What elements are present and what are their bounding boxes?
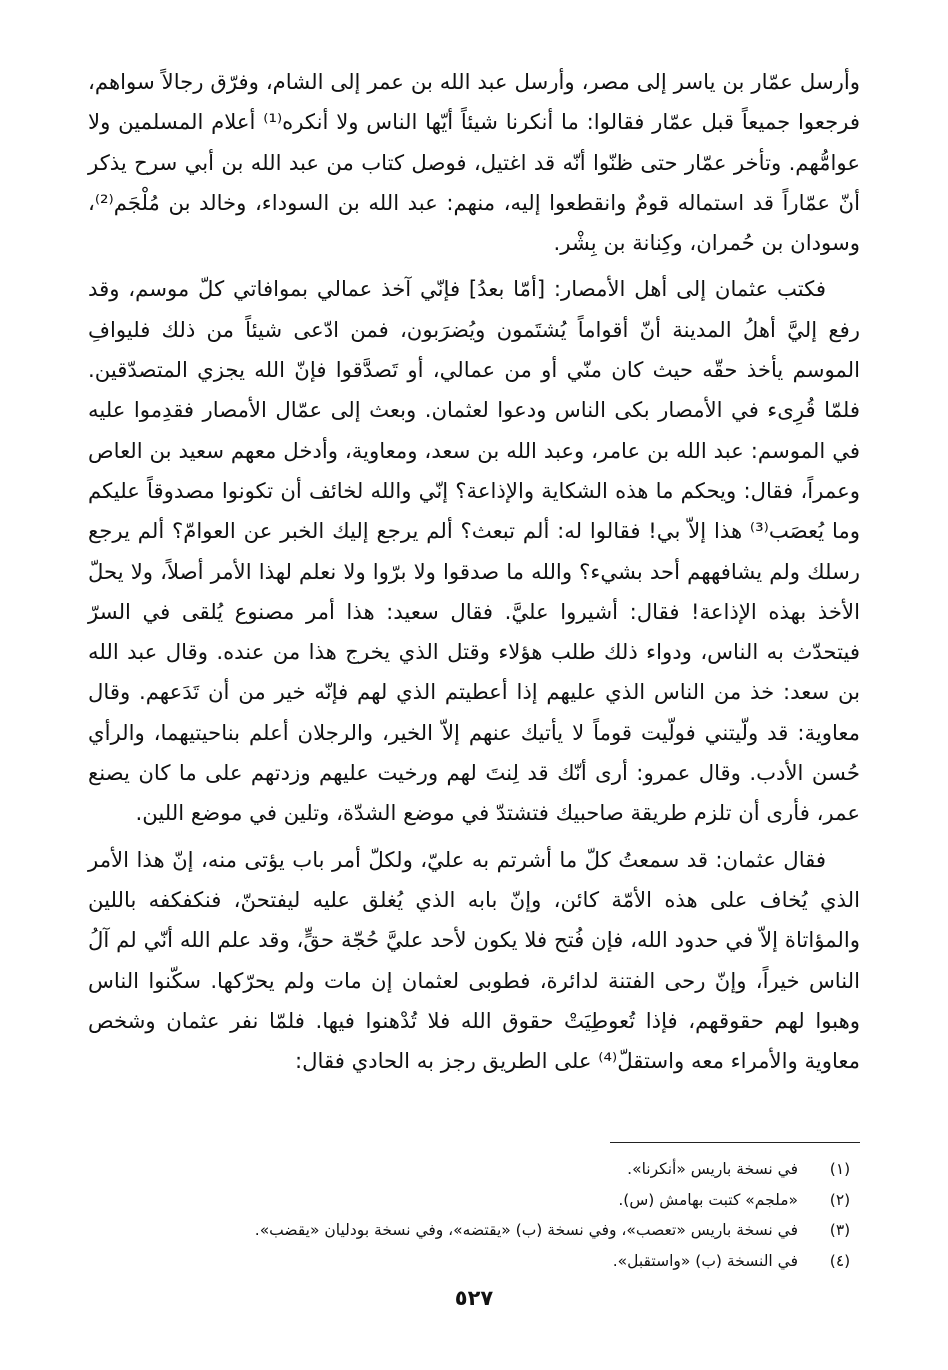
paragraph-3: فقال عثمان: قد سمعتُ كلّ ما أشرتم به عليّ، ولكلّ أمر باب يؤتى منه، إنّ هذا الأمر الذي يُخاف على هذه الأمّة كائن، وإنّ بابه الذي يُغلق عليه ليفتحنّ، فنكفكفه باللين والمؤاتاة إلاّ في حدود الله، فإن فُتح فلا يكون لأحد عليَّ حُجّة حقٍّ، وقد علم الله أنّي لم آلُ الناس خيراً، وإنّ رحى الفتنة لدائرة، فطوبى لعثمان إن مات ولم يحرّكها. سكّنوا الناس وهبوا لهم حقوقهم، فإذا تُعوطِيَتْ حقوق الله فلا تُدْهنوا فيها. فلمّا نفر عثمان وشخص معاوية والأمراء معه واستقلّ⁽⁴⁾ على الطريق رجز به الحادي فقال: bbox=[88, 846, 860, 1074]
footnote-number: (١) bbox=[829, 1160, 851, 1178]
footnote-number: (٤) bbox=[829, 1251, 851, 1270]
paragraph-1: وأرسل عمّار بن ياسر إلى مصر، وأرسل عبد الله بن عمر إلى الشام، وفرّق رجالاً سواهم، فرجعوا جميعاً قبل عمّار فقالوا: ما أنكرنا شيئاً أيّها الناس ولا أنكره⁽¹⁾ أعلام المسلمين ولا عوامُّهم. وتأخر عمّار حتى ظنّوا أنّه قد اغتيل، فوصل كتاب من عبد الله بن أبي سرح يذكر أنّ عمّاراً قد استماله قومٌ وانقطعوا إليه، منهم: عبد الله بن السوداء، وخالد بن مُلْجَم⁽²⁾، وسودان بن حُمران، وكِنانة بن بِشْر. bbox=[88, 69, 860, 256]
footnote-number: (٢) bbox=[829, 1190, 851, 1209]
page-number: ٥٢٧ bbox=[454, 1286, 494, 1310]
footnote-divider bbox=[610, 1142, 860, 1143]
footnote-item bbox=[88, 1246, 860, 1277]
body-text bbox=[88, 62, 860, 1081]
paragraph-2: فكتب عثمان إلى أهل الأمصار: [أمّا بعدُ] فإنّي آخذ عمالي بموافاتي كلّ موسم، وقد رفع إليَّ أهلُ المدينة أنّ أقواماً يُشتَمون ويُضرَبون، فمن ادّعى شيئاً من ذلك فليوافِ الموسم يأخذ حقّه حيث كان منّي أو من عمالي، أو تَصدَّقوا فإنّ الله يجزي المتصدّقين. فلمّا قُرِىء في الأمصار بكى الناس ودعوا لعثمان. وبعث إلى عمّال الأمصار فقدِموا عليه في الموسم: عبد الله بن عامر، وعبد الله بن سعد، ومعاوية، وأدخل معهم سعيد بن العاص وعمراً، فقال: ويحكم ما هذه الشكاية والإذاعة؟ إنّي والله لخائف أن تكونوا مصدوقاً عليكم وما يُعصَب⁽³⁾ هذا إلاّ بي! فقالوا له: ألم تبعث؟ ألم يرجع إليك الخبر عن العوامّ؟ ألم يرجع رسلك ولم يشافههم أحد بشيء؟ والله ما صدقوا ولا برّوا ولا نعلم لهذا الأمر أصلاً، ولا يحلّ الأخذ بهذه الإذاعة! فقال: أشيروا عليَّ. فقال سعيد: هذا أمر مصنوع يُلقى في السرّ فيتحدّث به الناس، ودواء ذلك طلب هؤلاء وقتل الذي يخرج هذا من عنده. وقال عبد الله بن سعد: خذ من الناس الذي عليهم إذا أعطيتم الذي لهم فإنّه خير من أن تَدَعهم. وقال معاوية: قد ولّيتني فولّيت قوماً لا يأتيك عنهم إلاّ الخير، والرجلان أعلم بناحيتيهما، والرأي حُسن الأدب. وقال عمرو: أرى أنّك قد لِنتَ لهم ورخيت عليهم وزدتهم على ما كان يصنع عمر، فأرى أن تلزم طريقة صاحبيك فتشتدّ في موضع الشدّة، وتلين في موضع اللين. bbox=[88, 276, 860, 826]
footnotes-list bbox=[88, 1154, 860, 1276]
footnote-number: (٣) bbox=[829, 1221, 851, 1239]
footnote-text: في نسخة باريس «تعصب»، وفي نسخة (ب) «يقتضه»، وفي نسخة بودليان «يقضب». bbox=[254, 1221, 798, 1239]
footnote-item bbox=[88, 1215, 860, 1246]
footnote-text: في نسخة باريس «أنكرنا». bbox=[627, 1160, 798, 1178]
footnote-item bbox=[88, 1154, 860, 1185]
book-page bbox=[88, 62, 860, 1312]
footnote-text: في النسخة (ب) «واستقبل». bbox=[612, 1251, 798, 1270]
footnote-item bbox=[88, 1185, 860, 1216]
footnote-text: «ملجم» كتبت بهامش (س). bbox=[618, 1190, 798, 1209]
